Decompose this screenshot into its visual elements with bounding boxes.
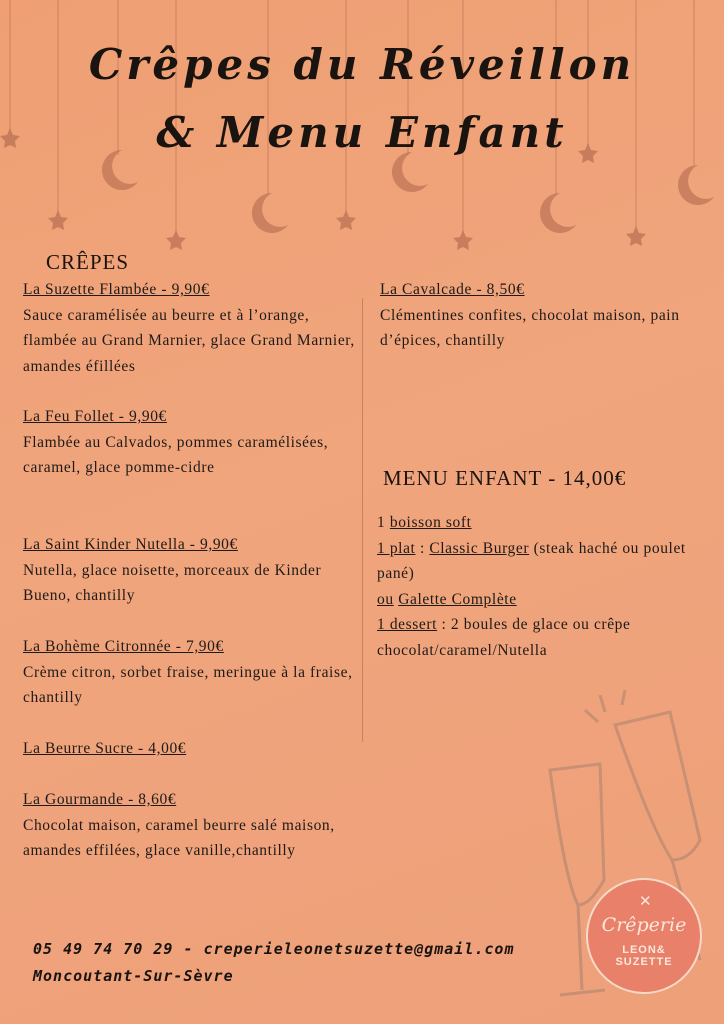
item-name: La Beurre Sucre - 4,00€ — [23, 740, 187, 757]
page-title-line2: & Menu Enfant — [156, 108, 568, 157]
item-desc: Chocolat maison, caramel beurre salé maison, amandes effilées, glace vanille,chantilly — [23, 816, 335, 859]
menu-enfant-details — [377, 510, 717, 663]
menu-item — [380, 277, 720, 354]
menu-item — [23, 787, 358, 864]
enfant-drink: 1 boisson soft — [377, 514, 472, 531]
item-name: La Bohème Citronnée - 7,90€ — [23, 638, 224, 655]
item-desc: Flambée au Calvados, pommes caramélisées, caramel, glace pomme-cidre — [23, 433, 329, 476]
fork-knife-icon: ✕ — [639, 892, 652, 910]
moon-icons — [102, 150, 714, 233]
logo-script: Crêperie — [601, 914, 687, 936]
item-name: La Saint Kinder Nutella - 9,90€ — [23, 536, 238, 553]
item-name: La Feu Follet - 9,90€ — [23, 408, 167, 425]
item-name: La Cavalcade - 8,50€ — [380, 281, 525, 298]
creperie-logo — [586, 878, 702, 994]
item-desc: Sauce caramélisée au beurre et à l’orange, flambée au Grand Marnier, glace Grand Marnier, amandes éfillées — [23, 306, 355, 375]
item-name: La Gourmande - 8,60€ — [23, 791, 177, 808]
item-desc: Crème citron, sorbet fraise, meringue à la fraise, chantilly — [23, 663, 353, 706]
menu-item — [23, 634, 358, 711]
menu-item — [23, 736, 358, 762]
footer-contact: 05 49 74 70 29 - creperieleonetsuzette@gmail.com — [33, 940, 515, 958]
item-name: La Suzette Flambée - 9,90€ — [23, 281, 210, 298]
item-desc: Clémentines confites, chocolat maison, pain d’épices, chantilly — [380, 306, 680, 349]
page-title-line1: Crêpes du Réveillon — [88, 40, 636, 89]
enfant-dessert: 1 dessert : 2 boules de glace ou crêpe chocolat/caramel/Nutella — [377, 616, 631, 659]
item-desc: Nutella, glace noisette, morceaux de Kinder Bueno, chantilly — [23, 561, 322, 604]
menu-item — [23, 532, 358, 609]
footer-city: Moncoutant-Sur-Sèvre — [33, 967, 234, 985]
column-divider — [362, 298, 363, 742]
logo-name: LEON& SUZETTE — [615, 944, 673, 968]
menu-item — [23, 404, 358, 481]
crepes-heading: CRÊPES — [46, 250, 130, 274]
enfant-alt: ou Galette Complète — [377, 590, 517, 608]
menu-enfant-heading: MENU ENFANT - 14,00€ — [383, 466, 627, 490]
menu-item — [23, 277, 358, 379]
enfant-plat: 1 plat : Classic Burger (steak haché ou poulet pané) — [377, 539, 686, 582]
